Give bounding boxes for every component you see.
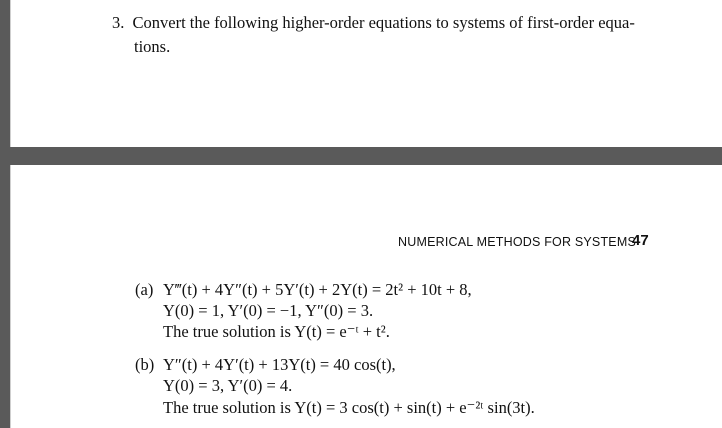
- part-a-initial-conditions: Y(0) = 1, Y′(0) = −1, Y″(0) = 3.: [163, 301, 374, 320]
- part-a-equation-line: [135, 280, 472, 300]
- problem-number: 3.: [112, 13, 125, 32]
- page-gap: [0, 147, 722, 165]
- part-b-label: (b): [135, 355, 155, 374]
- part-b-equation: Y″(t) + 4Y′(t) + 13Y(t) = 40 cos(t),: [163, 355, 396, 374]
- part-a-equation: Y‴(t) + 4Y″(t) + 5Y′(t) + 2Y(t) = 2t² + 10t + 8,: [163, 280, 472, 299]
- part-b-initial-conditions: Y(0) = 3, Y′(0) = 4.: [163, 376, 293, 395]
- page-number: 47: [632, 232, 649, 249]
- problem-text-line2: tions.: [134, 37, 171, 56]
- left-border-bottom: [0, 165, 10, 428]
- part-a-label: (a): [135, 280, 154, 299]
- part-a-solution: The true solution is Y(t) = e⁻ᵗ + t².: [163, 322, 390, 341]
- problem-statement-line1: [112, 13, 635, 33]
- left-border-top: [0, 0, 10, 165]
- part-b-equation-line: [135, 355, 396, 375]
- problem-text-line1: Convert the following higher-order equations to systems of first-order equa-: [132, 13, 635, 32]
- part-b-solution: The true solution is Y(t) = 3 cos(t) + sin(t) + e⁻²ᵗ sin(3t).: [163, 398, 535, 417]
- running-title: NUMERICAL METHODS FOR SYSTEMS: [398, 235, 636, 249]
